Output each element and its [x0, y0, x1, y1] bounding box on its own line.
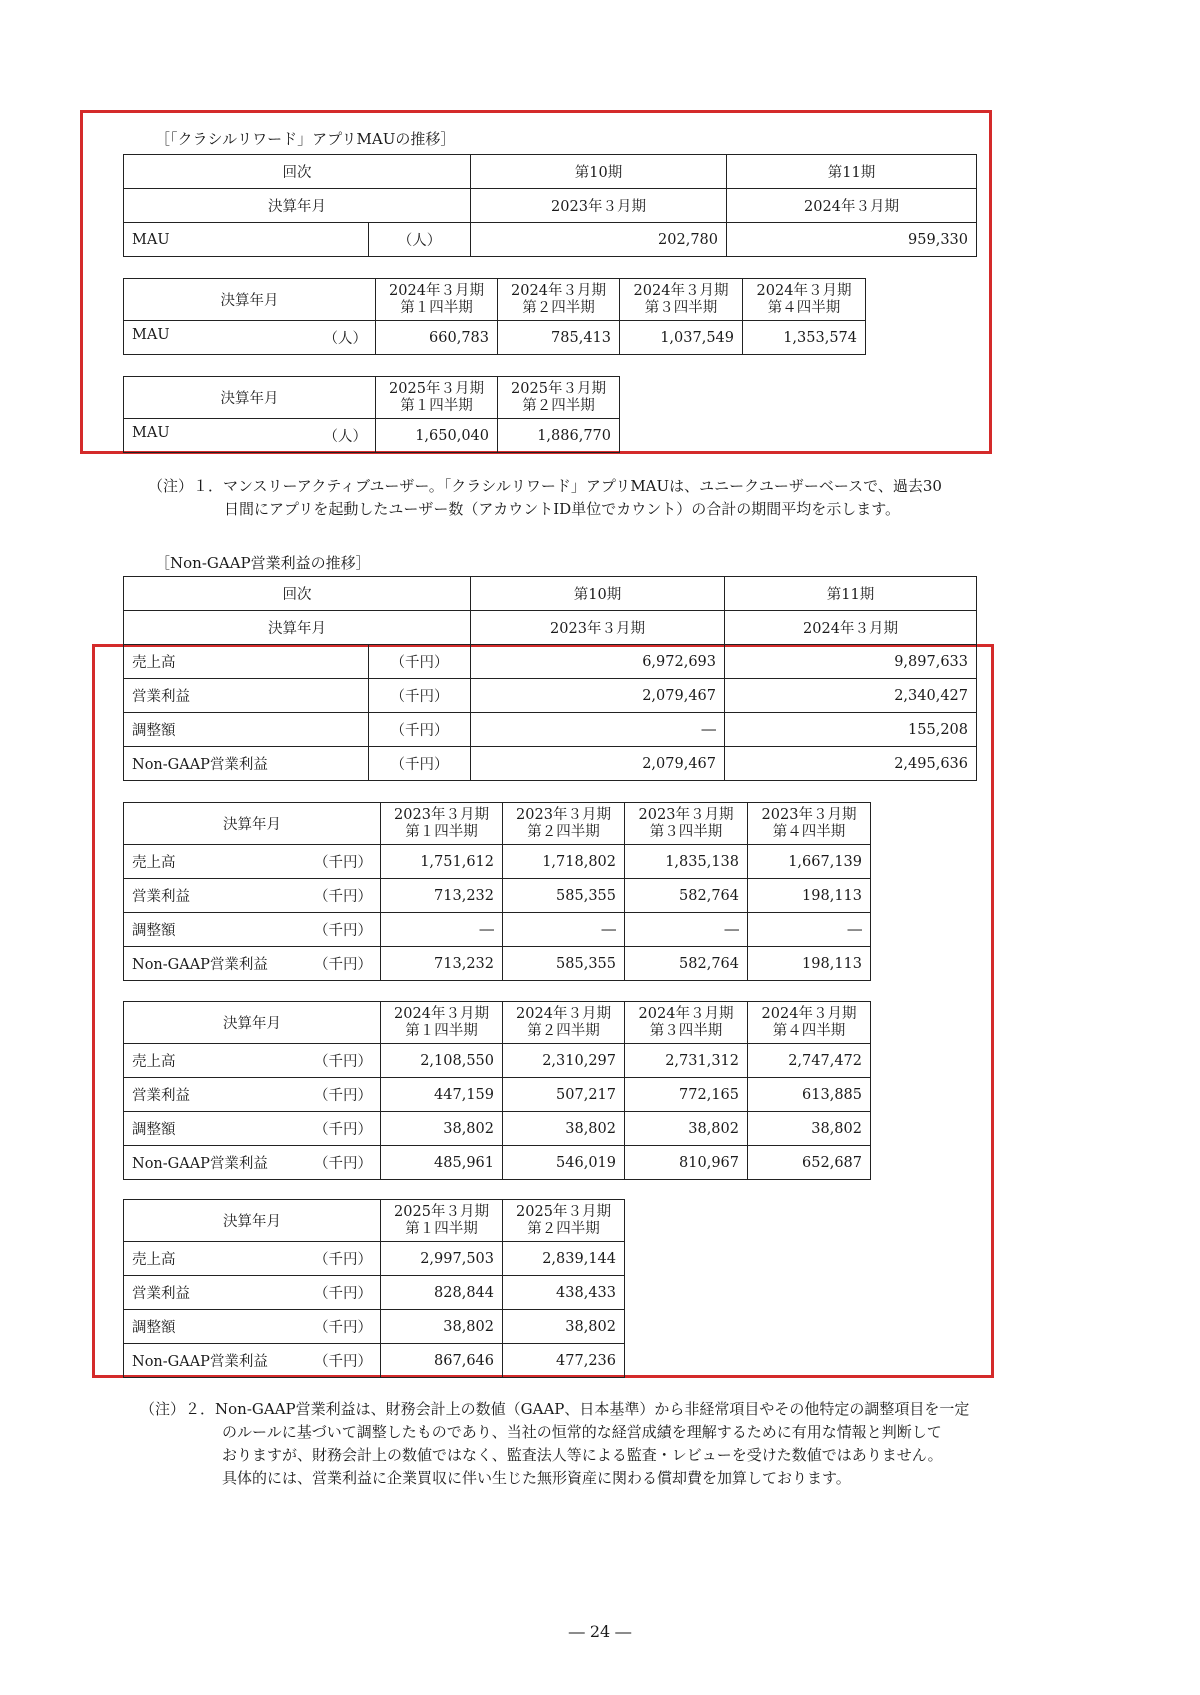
- row-label: 調整額: [124, 713, 369, 747]
- note-2-line-4: 具体的には、営業利益に企業買収に伴い生じた無形資産に関わる償却費を加算しております。: [222, 1469, 851, 1487]
- table-row: [124, 419, 620, 453]
- header-row: [124, 1200, 625, 1242]
- header-cell: 第11期: [725, 577, 977, 611]
- mau-annual-table: [123, 154, 977, 257]
- row-unit: （人）: [323, 331, 367, 347]
- table-row: [124, 679, 977, 713]
- value-cell: ―: [748, 913, 871, 947]
- row-unit: （千円）: [314, 1088, 372, 1104]
- header-row: [124, 611, 977, 645]
- value-cell: 713,232: [381, 879, 503, 913]
- value-cell: 2,839,144: [503, 1242, 625, 1276]
- row-label-cell: [124, 1242, 381, 1276]
- mau-quarterly-fy2025-table: [123, 376, 620, 453]
- period-header: 2024年３月期 第３四半期: [625, 1002, 748, 1044]
- value-cell: 1,718,802: [503, 845, 625, 879]
- section-title-non-gaap: ［Non-GAAP営業利益の推移］: [155, 554, 371, 572]
- row-label: Non-GAAP営業利益: [132, 957, 268, 973]
- row-unit: （千円）: [369, 713, 471, 747]
- row-label-cell: [124, 1112, 381, 1146]
- row-label-cell: [124, 845, 381, 879]
- note-2-line-2: のルールに基づいて調整したものであり、当社の恒常的な経営成績を理解するために有用な情報と判断して: [222, 1423, 942, 1441]
- non-gaap-quarterly-fy2025-table: [123, 1199, 625, 1378]
- value-cell: 546,019: [503, 1146, 625, 1180]
- value-cell: 2,731,312: [625, 1044, 748, 1078]
- header-cell: 第10期: [471, 155, 727, 189]
- row-label-cell: [124, 1276, 381, 1310]
- row-label: Non-GAAP営業利益: [132, 1156, 268, 1172]
- row-label: 売上高: [132, 855, 176, 871]
- header-row: [124, 577, 977, 611]
- header-cell: 2023年３月期: [471, 189, 727, 223]
- note-1-line-1: （注）１．マンスリーアクティブユーザー。「クラシルリワード」アプリMAUは、ユニークユーザーベースで、過去30: [148, 477, 942, 495]
- corner-cell: 決算年月: [124, 1200, 381, 1242]
- value-cell: 477,236: [503, 1344, 625, 1378]
- header-cell: 2023年３月期: [471, 611, 725, 645]
- row-unit: （千円）: [314, 1054, 372, 1070]
- value-cell: 1,650,040: [376, 419, 498, 453]
- value-cell: 713,232: [381, 947, 503, 981]
- non-gaap-quarterly-fy2024-table: [123, 1001, 871, 1180]
- note-1: [148, 475, 942, 521]
- value-cell: 785,413: [498, 321, 620, 355]
- mau-quarterly-fy2024-table: [123, 278, 866, 355]
- header-cell: 決算年月: [124, 611, 471, 645]
- header-row: [124, 189, 977, 223]
- row-unit: （千円）: [314, 1122, 372, 1138]
- period-header: 2025年３月期 第２四半期: [498, 377, 620, 419]
- value-cell: 2,108,550: [381, 1044, 503, 1078]
- row-unit: （千円）: [314, 1320, 372, 1336]
- table-row: [124, 1344, 625, 1378]
- value-cell: 438,433: [503, 1276, 625, 1310]
- value-cell: ―: [625, 913, 748, 947]
- period-header: 2023年３月期 第３四半期: [625, 803, 748, 845]
- period-header: 2024年３月期 第１四半期: [376, 279, 498, 321]
- value-cell: 2,997,503: [381, 1242, 503, 1276]
- value-cell: 6,972,693: [471, 645, 725, 679]
- value-cell: 155,208: [725, 713, 977, 747]
- table-row: [124, 1146, 871, 1180]
- row-unit: （千円）: [369, 645, 471, 679]
- period-header: 2024年３月期 第３四半期: [620, 279, 743, 321]
- value-cell: 585,355: [503, 947, 625, 981]
- row-unit: （千円）: [314, 1252, 372, 1268]
- row-label-cell: [124, 879, 381, 913]
- value-cell: 652,687: [748, 1146, 871, 1180]
- header-row: [124, 155, 977, 189]
- period-header: 2025年３月期 第１四半期: [381, 1200, 503, 1242]
- row-label-cell: [124, 913, 381, 947]
- table-row: [124, 879, 871, 913]
- value-cell: 38,802: [625, 1112, 748, 1146]
- row-label-cell: [124, 321, 376, 355]
- value-cell: 485,961: [381, 1146, 503, 1180]
- value-cell: 38,802: [503, 1112, 625, 1146]
- value-cell: 38,802: [503, 1310, 625, 1344]
- note-1-line-2: 日間にアプリを起動したユーザー数（アカウントID単位でカウント）の合計の期間平均を示します。: [224, 500, 901, 518]
- row-unit: （千円）: [314, 957, 372, 973]
- row-unit: （千円）: [314, 1156, 372, 1172]
- value-cell: 1,751,612: [381, 845, 503, 879]
- table-row: [124, 747, 977, 781]
- row-label-cell: [124, 1044, 381, 1078]
- header-cell: 第10期: [471, 577, 725, 611]
- corner-cell: 決算年月: [124, 377, 376, 419]
- header-cell: 2024年３月期: [727, 189, 977, 223]
- value-cell: 810,967: [625, 1146, 748, 1180]
- period-header: 2024年３月期 第４四半期: [743, 279, 866, 321]
- row-label: Non-GAAP営業利益: [132, 1354, 268, 1370]
- header-cell: 回次: [124, 155, 471, 189]
- table-row: [124, 1078, 871, 1112]
- value-cell: 828,844: [381, 1276, 503, 1310]
- value-cell: 582,764: [625, 879, 748, 913]
- row-unit: （千円）: [314, 855, 372, 871]
- value-cell: 2,079,467: [471, 679, 725, 713]
- value-cell: 2,079,467: [471, 747, 725, 781]
- header-cell: 2024年３月期: [725, 611, 977, 645]
- value-cell: 582,764: [625, 947, 748, 981]
- header-row: [124, 377, 620, 419]
- value-cell: ―: [503, 913, 625, 947]
- row-label-cell: [124, 1146, 381, 1180]
- header-row: [124, 1002, 871, 1044]
- table-row: [124, 1112, 871, 1146]
- value-cell: 9,897,633: [725, 645, 977, 679]
- value-cell: 585,355: [503, 879, 625, 913]
- value-cell: 198,113: [748, 879, 871, 913]
- period-header: 2024年３月期 第２四半期: [498, 279, 620, 321]
- table-row: [124, 713, 977, 747]
- row-label: 調整額: [132, 1320, 176, 1336]
- row-unit: （千円）: [369, 679, 471, 713]
- value-cell: 2,747,472: [748, 1044, 871, 1078]
- value-cell: 2,495,636: [725, 747, 977, 781]
- value-cell: 867,646: [381, 1344, 503, 1378]
- period-header: 2024年３月期 第２四半期: [503, 1002, 625, 1044]
- row-label: MAU: [132, 425, 170, 441]
- table-row: [124, 1044, 871, 1078]
- row-label: 調整額: [132, 1122, 176, 1138]
- row-label: 営業利益: [132, 1286, 190, 1302]
- row-label: 営業利益: [132, 1088, 190, 1104]
- row-label: MAU: [124, 223, 369, 257]
- row-label: 営業利益: [124, 679, 369, 713]
- period-header: 2025年３月期 第１四半期: [376, 377, 498, 419]
- period-header: 2023年３月期 第１四半期: [381, 803, 503, 845]
- value-cell: 202,780: [471, 223, 727, 257]
- value-cell: 38,802: [748, 1112, 871, 1146]
- row-label: 営業利益: [132, 889, 190, 905]
- value-cell: 447,159: [381, 1078, 503, 1112]
- period-header: 2023年３月期 第４四半期: [748, 803, 871, 845]
- value-cell: 38,802: [381, 1112, 503, 1146]
- header-cell: 第11期: [727, 155, 977, 189]
- row-unit: （千円）: [314, 923, 372, 939]
- note-2-line-1: （注）２．Non-GAAP営業利益は、財務会計上の数値（GAAP、日本基準）から非経常項目やその他特定の調整項目を一定: [140, 1400, 970, 1418]
- non-gaap-annual-table: [123, 576, 977, 781]
- row-label: 売上高: [132, 1252, 176, 1268]
- corner-cell: 決算年月: [124, 279, 376, 321]
- row-unit: （千円）: [314, 1286, 372, 1302]
- table-row: [124, 913, 871, 947]
- value-cell: 1,037,549: [620, 321, 743, 355]
- note-2: [140, 1398, 969, 1490]
- value-cell: 1,353,574: [743, 321, 866, 355]
- row-unit: （千円）: [314, 889, 372, 905]
- row-unit: （人）: [369, 223, 471, 257]
- value-cell: 660,783: [376, 321, 498, 355]
- value-cell: ―: [471, 713, 725, 747]
- table-row: [124, 223, 977, 257]
- header-row: [124, 803, 871, 845]
- value-cell: ―: [381, 913, 503, 947]
- row-label-cell: [124, 1078, 381, 1112]
- row-label-cell: [124, 419, 376, 453]
- corner-cell: 決算年月: [124, 1002, 381, 1044]
- value-cell: 198,113: [748, 947, 871, 981]
- value-cell: 613,885: [748, 1078, 871, 1112]
- row-label-cell: [124, 1310, 381, 1344]
- row-unit: （千円）: [314, 1354, 372, 1370]
- header-row: [124, 279, 866, 321]
- value-cell: 772,165: [625, 1078, 748, 1112]
- row-label-cell: [124, 947, 381, 981]
- row-label: 調整額: [132, 923, 176, 939]
- row-label: MAU: [132, 327, 170, 343]
- table-row: [124, 845, 871, 879]
- value-cell: 2,340,427: [725, 679, 977, 713]
- note-2-line-3: おりますが、財務会計上の数値ではなく、監査法人等による監査・レビューを受けた数値ではありません。: [222, 1446, 943, 1464]
- value-cell: 1,835,138: [625, 845, 748, 879]
- non-gaap-quarterly-fy2023-table: [123, 802, 871, 981]
- row-unit: （千円）: [369, 747, 471, 781]
- table-row: [124, 1310, 625, 1344]
- table-row: [124, 1242, 625, 1276]
- section-title-mau: ［「クラシルリワード」アプリMAUの推移］: [155, 130, 456, 148]
- corner-cell: 決算年月: [124, 803, 381, 845]
- row-label: 売上高: [132, 1054, 176, 1070]
- value-cell: 1,886,770: [498, 419, 620, 453]
- period-header: 2024年３月期 第４四半期: [748, 1002, 871, 1044]
- header-cell: 回次: [124, 577, 471, 611]
- period-header: 2024年３月期 第１四半期: [381, 1002, 503, 1044]
- row-label: 売上高: [124, 645, 369, 679]
- row-label: Non-GAAP営業利益: [124, 747, 369, 781]
- table-row: [124, 1276, 625, 1310]
- period-header: 2023年３月期 第２四半期: [503, 803, 625, 845]
- value-cell: 959,330: [727, 223, 977, 257]
- table-row: [124, 645, 977, 679]
- page-number: ― 24 ―: [568, 1622, 632, 1641]
- header-cell: 決算年月: [124, 189, 471, 223]
- value-cell: 38,802: [381, 1310, 503, 1344]
- value-cell: 507,217: [503, 1078, 625, 1112]
- row-unit: （人）: [323, 429, 367, 445]
- period-header: 2025年３月期 第２四半期: [503, 1200, 625, 1242]
- table-row: [124, 947, 871, 981]
- table-row: [124, 321, 866, 355]
- value-cell: 2,310,297: [503, 1044, 625, 1078]
- value-cell: 1,667,139: [748, 845, 871, 879]
- row-label-cell: [124, 1344, 381, 1378]
